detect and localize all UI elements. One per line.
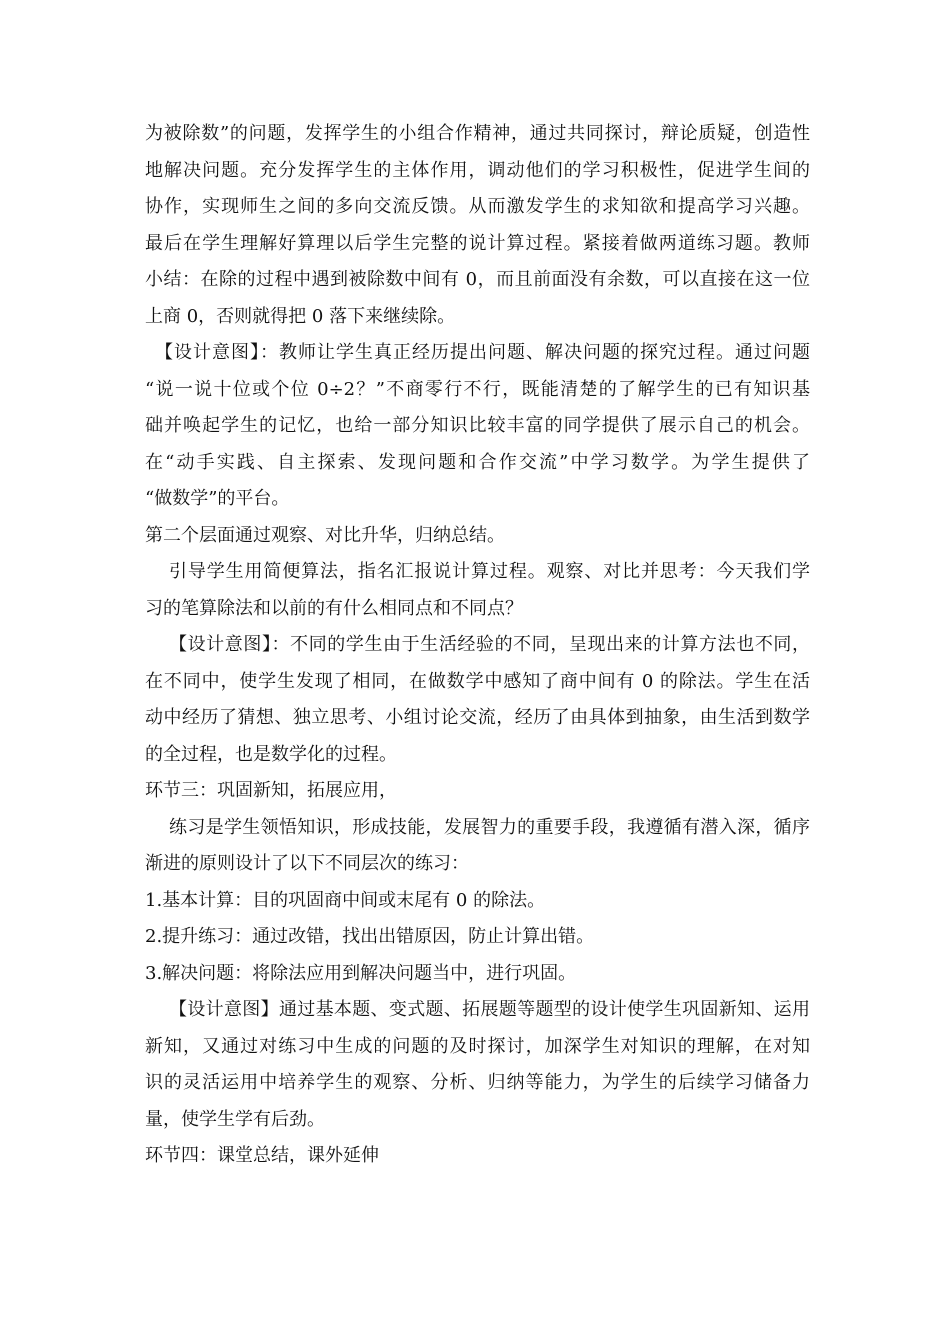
design-intent-line: 【设计意图】：教师让学生真正经历提出问题、解决问题的探究过程。通过问题 (155, 342, 810, 363)
paragraph-line: 协作，实现师生之间的多向交流反馈。从而激发学生的求知欲和提高学习兴趣。 (145, 196, 810, 217)
design-intent-line: 【设计意图】：不同的学生由于生活经验的不同，呈现出来的计算方法也不同， (169, 634, 810, 655)
paragraph-line: “说一说十位或个位 0÷2？”不商零行不行，既能清楚的了解学生的已有知识基 (145, 378, 810, 400)
paragraph-line: 最后在学生理解好算理以后学生完整的说计算过程。紧接着做两道练习题。教师 (145, 232, 810, 254)
list-item: 2.提升练习：通过改错，找出出错原因，防止计算出错。 (145, 926, 595, 947)
paragraph-line: 地解决问题。充分发挥学生的主体作用，调动他们的学习积极性，促进学生间的 (145, 159, 810, 181)
paragraph-line: 渐进的原则设计了以下不同层次的练习： (145, 853, 469, 874)
paragraph-line: 础并唤起学生的记忆，也给一部分知识比较丰富的同学提供了展示自己的机会。 (145, 415, 810, 436)
paragraph-line: 在不同中，使学生发现了相同，在做数学中感知了商中间有 0 的除法。学生在活 (145, 670, 810, 692)
section-heading: 环节三：巩固新知，拓展应用， (145, 780, 397, 801)
paragraph-line: 练习是学生领悟知识，形成技能，发展智力的重要手段，我遵循有潜入深，循序 (169, 816, 810, 838)
list-item: 1.基本计算：目的巩固商中间或末尾有 0 的除法。 (145, 889, 546, 911)
paragraph-line: 量，使学生学有后劲。 (145, 1108, 325, 1130)
paragraph-line: 在“动手实践、自主探索、发现问题和合作交流”中学习数学。为学生提供了 (145, 451, 810, 473)
document-body (145, 116, 810, 1175)
section-heading: 环节四：课堂总结，课外延伸 (145, 1145, 379, 1166)
paragraph-line: 新知，又通过对练习中生成的问题的及时探讨，加深学生对知识的理解，在对知 (145, 1035, 810, 1057)
list-item: 3.解决问题：将除法应用到解决问题当中，进行巩固。 (145, 962, 577, 984)
paragraph-line: 引导学生用简便算法，指名汇报说计算过程。观察、对比并思考：今天我们学 (169, 561, 810, 582)
paragraph-line: 的全过程，也是数学化的过程。 (145, 743, 397, 765)
design-intent-line: 【设计意图】通过基本题、变式题、拓展题等题型的设计使学生巩固新知、运用 (169, 999, 810, 1020)
paragraph-line: 动中经历了猜想、独立思考、小组讨论交流，经历了由具体到抽象，由生活到数学 (145, 707, 810, 728)
paragraph-line: 识的灵活运用中培养学生的观察、分析、归纳等能力，为学生的后续学习储备力 (145, 1072, 810, 1093)
paragraph-line: 上商 0，否则就得把 0 落下来继续除。 (145, 305, 456, 327)
section-heading: 第二个层面通过观察、对比升华，归纳总结。 (145, 524, 505, 546)
paragraph-line: 小结：在除的过程中遇到被除数中间有 0，而且前面没有余数，可以直接在这一位 (145, 269, 810, 290)
paragraph-line: 为被除数”的问题，发挥学生的小组合作精神，通过共同探讨，辩论质疑，创造性 (145, 123, 810, 144)
paragraph-line: 习的笔算除法和以前的有什么相同点和不同点？ (145, 597, 523, 619)
paragraph-line: “做数学”的平台。 (145, 488, 290, 509)
